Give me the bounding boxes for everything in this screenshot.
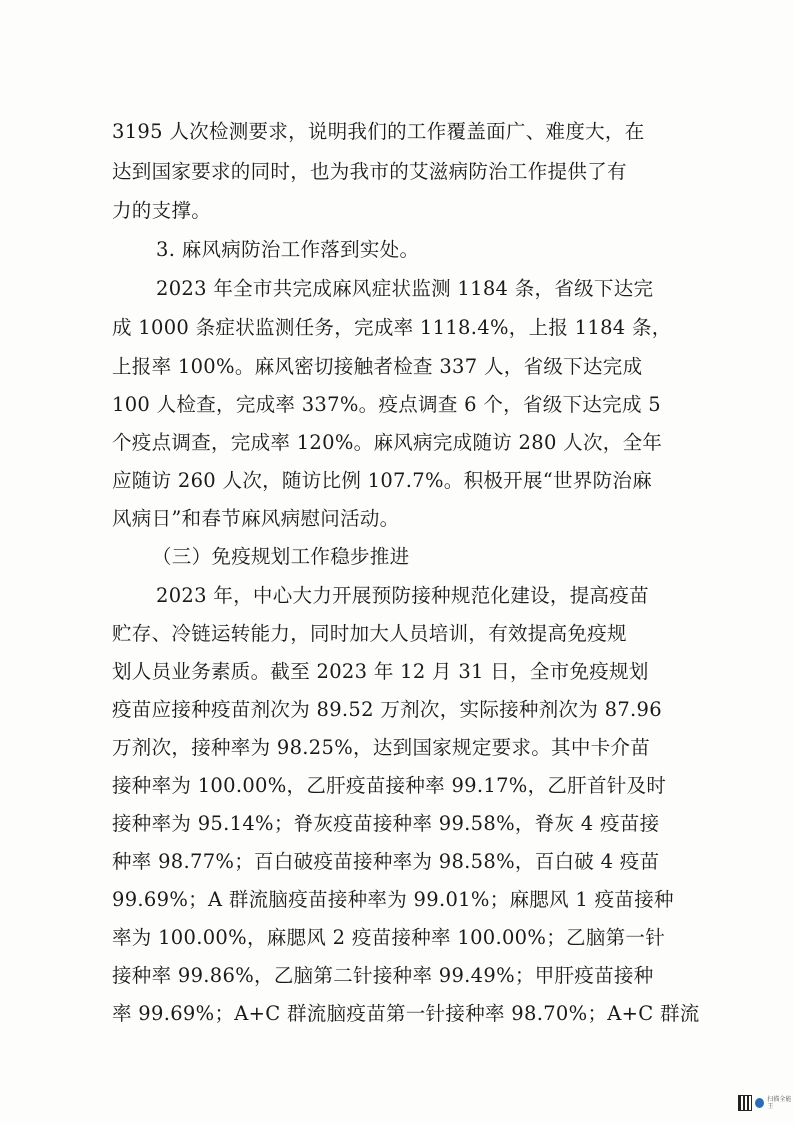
qr-code-icon bbox=[738, 1095, 752, 1111]
text-line: 接种率为 95.14%；脊灰疫苗接种率 99.58%，脊灰 4 疫苗接 bbox=[112, 812, 660, 835]
scanner-brand-text: 扫描全能王 bbox=[767, 1096, 792, 1110]
text-line: 2023 年，中心大力开展预防接种规范化建设，提高疫苗 bbox=[156, 584, 649, 607]
text-line: 上报率 100%。麻风密切接触者检查 337 人，省级下达完成 bbox=[112, 355, 643, 378]
section-heading: 3. 麻风病防治工作落到实处。 bbox=[156, 238, 420, 261]
text-line: 贮存、冷链运转能力，同时加大人员培训，有效提高免疫规 bbox=[112, 622, 627, 645]
text-line: 风病日”和春节麻风病慰问活动。 bbox=[112, 507, 400, 530]
text-line: 疫苗应接种疫苗剂次为 89.52 万剂次，实际接种剂次为 87.96 bbox=[112, 698, 662, 721]
text-line: 划人员业务素质。截至 2023 年 12 月 31 日，全市免疫规划 bbox=[112, 660, 649, 683]
text-line: 3195 人次检测要求，说明我们的工作覆盖面广、难度大，在 bbox=[112, 120, 645, 143]
text-line: 率为 100.00%，麻腮风 2 疫苗接种率 100.00%；乙脑第一针 bbox=[112, 926, 666, 949]
text-line: 个疫点调查，完成率 120%。麻风病完成随访 280 人次，全年 bbox=[112, 431, 663, 454]
text-line: 成 1000 条症状监测任务，完成率 1118.4%，上报 1184 条， bbox=[112, 316, 672, 339]
text-line: 种率 98.77%；百白破疫苗接种率为 98.58%，百白破 4 疫苗 bbox=[112, 850, 660, 873]
text-line: 100 人检查，完成率 337%。疫点调查 6 个，省级下达完成 5 bbox=[112, 393, 661, 416]
text-line: 接种率为 100.00%，乙肝疫苗接种率 99.17%，乙肝首针及时 bbox=[112, 774, 667, 797]
text-line: 应随访 260 人次，随访比例 107.7%。积极开展“世界防治麻 bbox=[112, 469, 653, 492]
text-line: 率 99.69%；A+C 群流脑疫苗第一针接种率 98.70%；A+C 群流 bbox=[112, 1002, 700, 1025]
scanner-logo-icon bbox=[755, 1098, 764, 1108]
text-line: 力的支撑。 bbox=[112, 199, 212, 222]
text-line: 接种率 99.86%，乙脑第二针接种率 99.49%；甲肝疫苗接种 bbox=[112, 964, 654, 987]
text-line: 2023 年全市共完成麻风症状监测 1184 条，省级下达完 bbox=[156, 277, 654, 300]
section-heading: （三）免疫规划工作稳步推进 bbox=[152, 545, 410, 568]
text-line: 万剂次，接种率为 98.25%，达到国家规定要求。其中卡介苗 bbox=[112, 736, 651, 759]
scanner-watermark bbox=[738, 1095, 794, 1111]
text-line: 99.69%；A 群流脑疫苗接种率为 99.01%；麻腮风 1 疫苗接种 bbox=[112, 888, 674, 911]
text-line: 达到国家要求的同时，也为我市的艾滋病防治工作提供了有 bbox=[112, 160, 627, 183]
